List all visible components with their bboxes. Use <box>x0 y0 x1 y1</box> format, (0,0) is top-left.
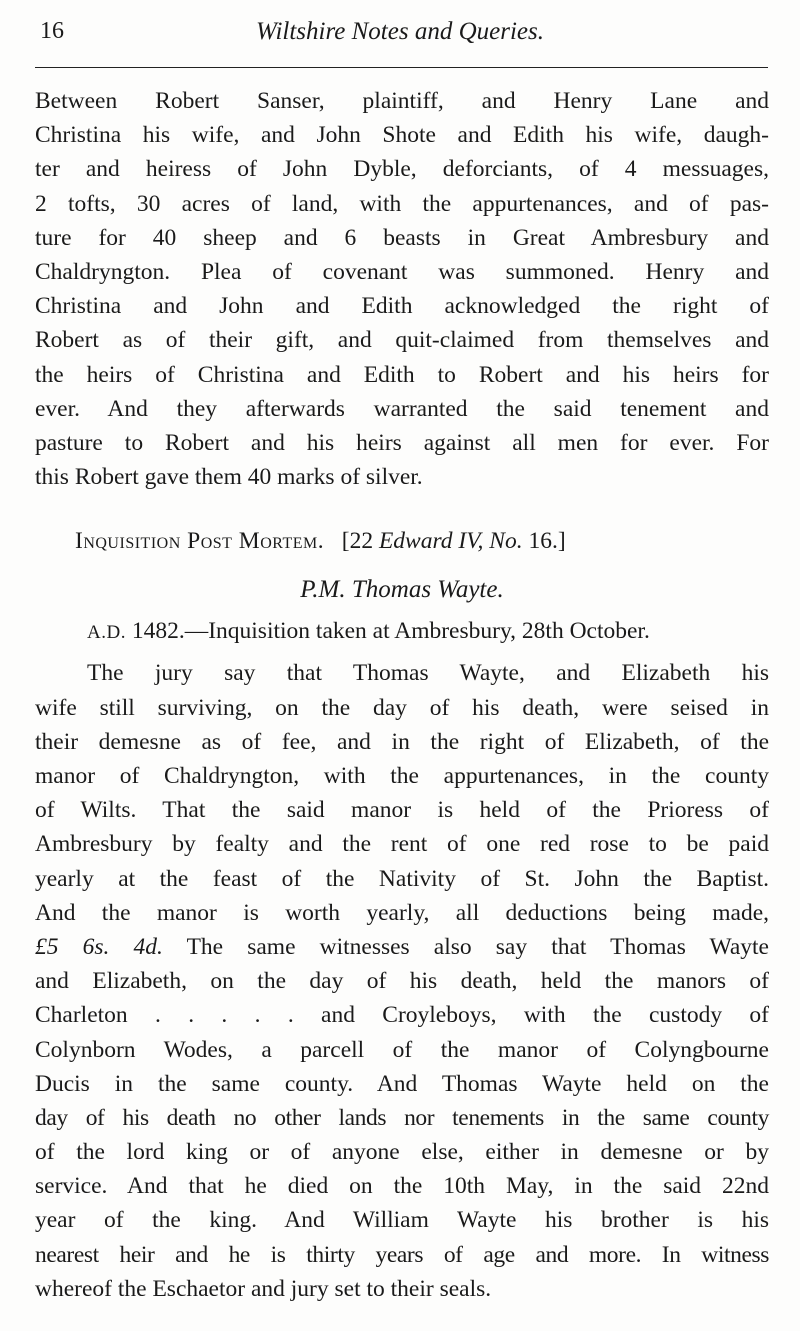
heading-ref-italic: Edward IV, No. <box>378 528 523 555</box>
text-line: service. And that he died on the 10th May, in the said 22nd <box>35 1173 769 1200</box>
dateline-text: 1482.—Inquisition taken at Ambresbury, 28th October. <box>131 618 650 645</box>
text-line: whereof the Eschaetor and jury set to their seals. <box>35 1275 492 1302</box>
running-title: Wiltshire Notes and Queries. <box>256 18 544 45</box>
text-line: pasture to Robert and his heirs against all men for ever. For <box>35 429 769 456</box>
text-line <box>35 930 769 964</box>
text-line: Ambresbury by fealty and the rent of one red rose to be paid <box>35 831 769 858</box>
page-body <box>35 84 769 1306</box>
text-line: nearest heir and he is thirty years of age and more. In witness <box>35 1241 769 1268</box>
text-line: 2 tofts, 30 acres of land, with the appurtenances, and of pas- <box>35 190 769 217</box>
paragraph-inquisition <box>35 656 769 930</box>
heading-ref-open: [22 <box>341 528 379 555</box>
subheading: P.M. Thomas Wayte. <box>300 576 504 604</box>
text-line: Between Robert Sanser, plaintiff, and Henry Lane and <box>35 88 769 114</box>
text-line: wife still surviving, on the day of his death, were seised in <box>35 694 769 721</box>
text-line: and Elizabeth, on the day of his death, held the manors of <box>35 968 769 995</box>
text-line: Colynborn Wodes, a parcell of the manor of Colyngbourne <box>35 1036 769 1063</box>
text-line: their demesne as of fee, and in the right of Elizabeth, of the <box>35 728 769 755</box>
heading-ref-close: 16.] <box>522 528 566 555</box>
text-line: The jury say that Thomas Wayte, and Elizabeth his <box>87 660 769 687</box>
money-amount: £5 6s. 4d. <box>35 933 163 960</box>
paragraph-inquisition-cont <box>35 964 769 1306</box>
text-line: of Wilts. That the said manor is held of the Prioress of <box>35 797 769 824</box>
text-line: year of the king. And William Wayte his brother is his <box>35 1207 769 1234</box>
text-line: manor of Chaldryngton, with the appurtenances, in the county <box>35 763 769 789</box>
text-line: And the manor is worth yearly, all deductions being made, <box>35 899 769 926</box>
text-line: Christina his wife, and John Shote and Edith his wife, daugh- <box>35 122 769 149</box>
text-line: Christina and John and Edith acknowledged the right of <box>35 293 769 320</box>
text-line: Charleton . . . . . and Croyleboys, with the custody of <box>35 1002 769 1029</box>
text-line: Robert as of their gift, and quit-claimed from themselves and <box>35 327 769 354</box>
paragraph-fine <box>35 84 769 494</box>
dateline <box>35 614 769 648</box>
dateline-ad: A.D. <box>87 622 126 644</box>
page-number: 16 <box>40 18 64 44</box>
text-line: the heirs of Christina and Edith to Robert and his heirs for <box>35 361 769 388</box>
text-line: of the lord king or of anyone else, either in demesne or by <box>35 1139 769 1166</box>
text-line: this Robert gave them 40 marks of silver. <box>35 464 423 491</box>
heading-label: Inquisition Post Mortem. <box>75 528 325 555</box>
text-line: day of his death no other lands nor tenements in the same county <box>35 1104 769 1131</box>
text-line: yearly at the feast of the Nativity of St. John the Baptist. <box>35 865 769 892</box>
header-rule <box>35 67 768 68</box>
section-heading <box>35 516 769 566</box>
text-line-rest: The same witnesses also say that Thomas Wayte <box>162 933 769 960</box>
text-line: ture for 40 sheep and 6 beasts in Great Ambresbury and <box>35 224 769 251</box>
text-line: ter and heiress of John Dyble, deforciants, of 4 messuages, <box>35 156 769 183</box>
text-line: Ducis in the same county. And Thomas Wayte held on the <box>35 1070 769 1097</box>
text-line: Chaldryngton. Plea of covenant was summoned. Henry and <box>35 258 769 285</box>
text-line: ever. And they afterwards warranted the said tenement and <box>35 395 769 422</box>
